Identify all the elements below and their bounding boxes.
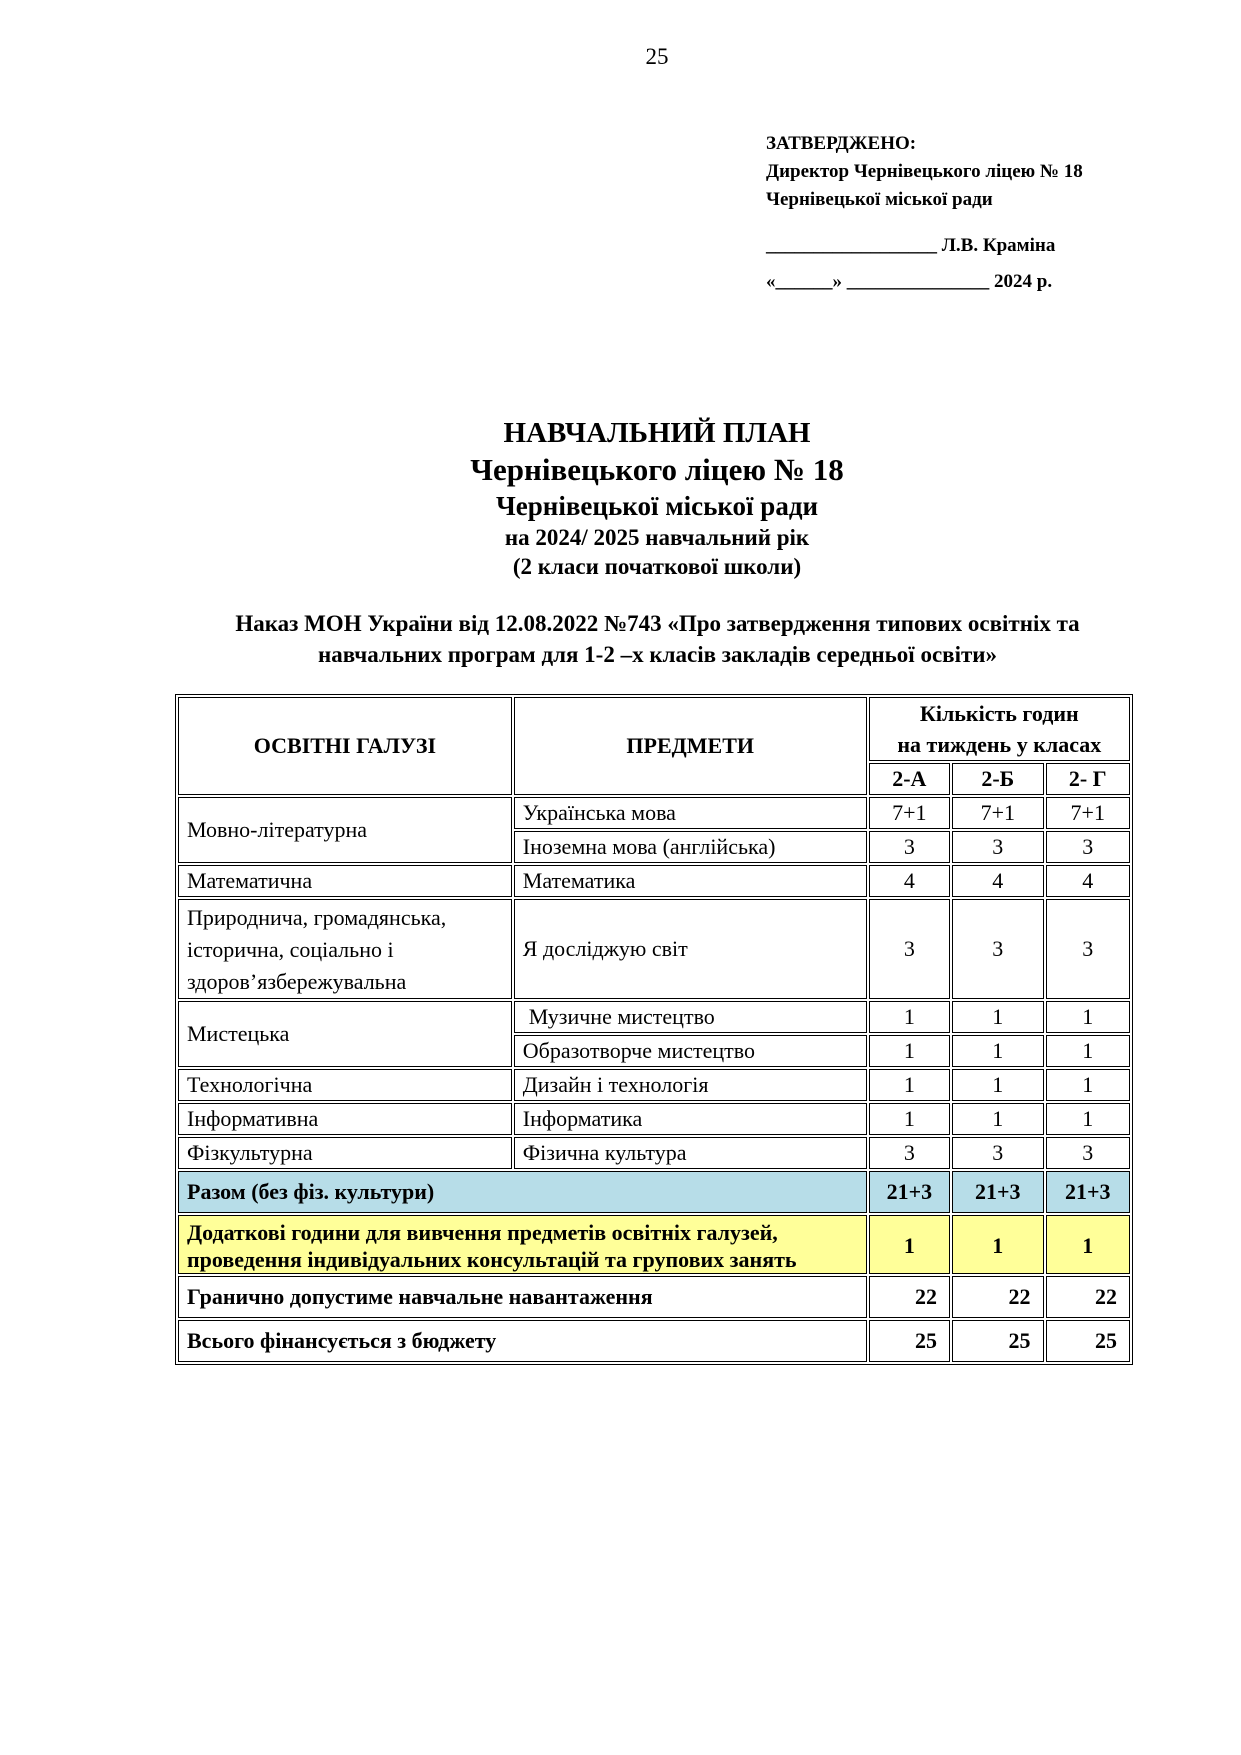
hours-cell: 7+1 xyxy=(952,797,1043,829)
area-cell: Інформативна xyxy=(178,1103,512,1135)
hours-cell: 7+1 xyxy=(869,797,950,829)
hours-cell: 1 xyxy=(952,1001,1043,1033)
extra-hours-label-line-2: проведення індивідуальних консультацій та групових занять xyxy=(187,1246,797,1272)
hours-cell: 7+1 xyxy=(1046,797,1130,829)
table-row xyxy=(178,865,1130,897)
header-class-2g: 2- Г xyxy=(1046,763,1130,795)
approval-block xyxy=(766,130,1083,296)
hours-cell: 3 xyxy=(1046,1137,1130,1169)
financed-label: Всього фінансується з бюджету xyxy=(178,1320,867,1362)
header-hours-line-2: на тиждень у класах xyxy=(897,732,1102,757)
area-cell: Мовно-літературна xyxy=(178,797,512,863)
financed-row xyxy=(178,1320,1130,1362)
hours-cell: 3 xyxy=(869,1137,950,1169)
title-line-3: Чернівецької міської ради xyxy=(495,491,819,521)
total-label: Разом (без фіз. культури) xyxy=(178,1171,867,1213)
page-number: 25 xyxy=(645,44,669,69)
extra-hours-label xyxy=(178,1215,867,1274)
hours-cell: 3 xyxy=(869,831,950,863)
area-cell xyxy=(178,899,512,999)
hours-cell: 1 xyxy=(1046,1069,1130,1101)
area-cell: Математична xyxy=(178,865,512,897)
table-row xyxy=(178,1001,1130,1033)
total-value: 21+3 xyxy=(869,1171,950,1213)
header-hours-line-1: Кількість годин xyxy=(919,701,1079,726)
hours-cell: 1 xyxy=(869,1103,950,1135)
subject-cell: Математика xyxy=(514,865,867,897)
max-load-value: 22 xyxy=(952,1276,1043,1318)
order-line-2: навчальних програм для 1-2 –х класів закладів середньої освіти» xyxy=(317,642,998,667)
header-subjects: ПРЕДМЕТИ xyxy=(514,697,867,795)
order-line-1: Наказ МОН України від 12.08.2022 №743 «Про затвердження типових освітніх та xyxy=(235,611,1080,636)
title-line-2: Чернівецького ліцею № 18 xyxy=(470,452,844,487)
curriculum-table xyxy=(175,694,1133,1365)
header-class-2a: 2-А xyxy=(869,763,950,795)
area-cell: Фізкультурна xyxy=(178,1137,512,1169)
extra-hours-value: 1 xyxy=(1046,1215,1130,1274)
extra-hours-value: 1 xyxy=(952,1215,1043,1274)
hours-cell: 3 xyxy=(952,899,1043,999)
hours-cell: 1 xyxy=(952,1103,1043,1135)
area-line: здоров’язбережувальна xyxy=(187,969,407,994)
title-line-4: на 2024/ 2025 навчальний рік xyxy=(504,525,810,550)
financed-value: 25 xyxy=(1046,1320,1130,1362)
table-row xyxy=(178,1069,1130,1101)
total-row xyxy=(178,1171,1130,1213)
title-line-1: НАВЧАЛЬНИЙ ПЛАН xyxy=(503,417,811,449)
max-load-value: 22 xyxy=(869,1276,950,1318)
hours-cell: 3 xyxy=(1046,831,1130,863)
subject-cell: Я досліджую світ xyxy=(514,899,867,999)
total-value: 21+3 xyxy=(952,1171,1043,1213)
subject-cell: Фізична культура xyxy=(514,1137,867,1169)
hours-cell: 1 xyxy=(952,1069,1043,1101)
table-row xyxy=(178,1103,1130,1135)
hours-cell: 3 xyxy=(952,831,1043,863)
approval-heading: ЗАТВЕРДЖЕНО: xyxy=(766,133,917,154)
hours-cell: 1 xyxy=(869,1069,950,1101)
financed-value: 25 xyxy=(952,1320,1043,1362)
subject-cell: Музичне мистецтво xyxy=(514,1001,867,1033)
area-cell: Технологічна xyxy=(178,1069,512,1101)
extra-hours-value: 1 xyxy=(869,1215,950,1274)
total-value: 21+3 xyxy=(1046,1171,1130,1213)
hours-cell: 4 xyxy=(952,865,1043,897)
header-class-2b: 2-Б xyxy=(952,763,1043,795)
table-row xyxy=(178,797,1130,829)
financed-value: 25 xyxy=(869,1320,950,1362)
approval-signature: __________________ Л.В. Краміна xyxy=(766,235,1056,256)
subject-cell: Інформатика xyxy=(514,1103,867,1135)
max-load-label: Гранично допустиме навчальне навантаження xyxy=(178,1276,867,1318)
hours-cell: 1 xyxy=(869,1001,950,1033)
hours-cell: 4 xyxy=(1046,865,1130,897)
header-areas: ОСВІТНІ ГАЛУЗІ xyxy=(178,697,512,795)
subject-cell: Іноземна мова (англійська) xyxy=(514,831,867,863)
hours-cell: 1 xyxy=(1046,1035,1130,1067)
table-row xyxy=(178,899,1130,999)
header-hours xyxy=(869,697,1130,761)
approval-date: «______» _______________ 2024 р. xyxy=(766,271,1053,292)
extra-hours-label-line-1: Додаткові години для вивчення предметів освітніх галузей, xyxy=(187,1219,778,1245)
hours-cell: 3 xyxy=(952,1137,1043,1169)
hours-cell: 1 xyxy=(952,1035,1043,1067)
area-cell: Мистецька xyxy=(178,1001,512,1067)
hours-cell: 1 xyxy=(1046,1103,1130,1135)
hours-cell: 1 xyxy=(869,1035,950,1067)
approval-organization: Чернівецької міської ради xyxy=(766,189,993,210)
subject-cell: Образотворче мистецтво xyxy=(514,1035,867,1067)
hours-cell: 1 xyxy=(1046,1001,1130,1033)
hours-cell: 3 xyxy=(869,899,950,999)
subject-cell: Дизайн і технологія xyxy=(514,1069,867,1101)
area-line: історична, соціально і xyxy=(187,937,394,962)
subject-cell: Українська мова xyxy=(514,797,867,829)
document-title xyxy=(0,415,1241,581)
area-line: Природнича, громадянська, xyxy=(187,905,447,930)
hours-cell: 4 xyxy=(869,865,950,897)
title-line-5: (2 класи початкової школи) xyxy=(512,554,802,579)
max-load-value: 22 xyxy=(1046,1276,1130,1318)
extra-hours-row xyxy=(178,1215,1130,1274)
table-row xyxy=(178,1137,1130,1169)
order-reference xyxy=(160,608,1155,670)
approval-position: Директор Чернівецького ліцею № 18 xyxy=(766,161,1083,182)
hours-cell: 3 xyxy=(1046,899,1130,999)
max-load-row xyxy=(178,1276,1130,1318)
